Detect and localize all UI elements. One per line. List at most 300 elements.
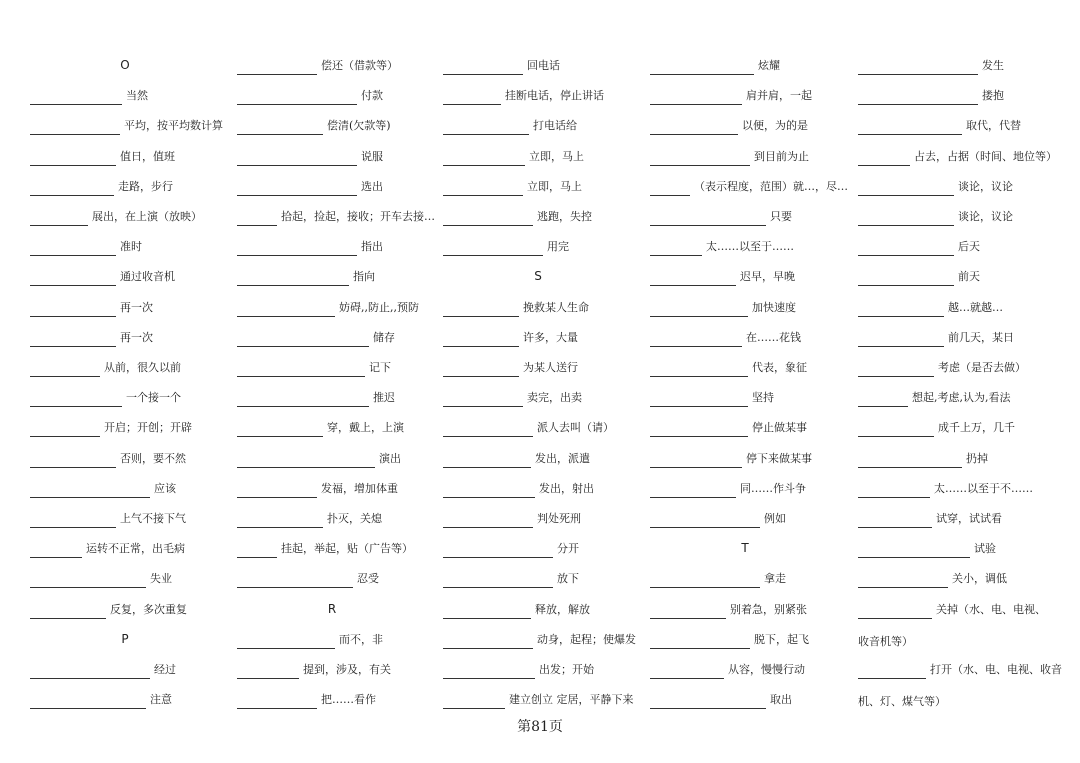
- phrase-entry: [237, 450, 401, 468]
- phrase-entry: [30, 480, 176, 498]
- section-letter-heading: S: [534, 269, 542, 284]
- phrase-entry: [30, 359, 181, 377]
- answer-blank[interactable]: [443, 183, 523, 196]
- phrase-entry: [443, 208, 592, 226]
- answer-blank[interactable]: [443, 424, 533, 437]
- definition-text: 为某人送行: [523, 361, 578, 374]
- phrase-entry: [237, 389, 395, 407]
- answer-blank[interactable]: [443, 213, 533, 226]
- definition-text: 说服: [361, 149, 383, 163]
- answer-blank[interactable]: [650, 515, 760, 528]
- phrase-entry: [443, 148, 584, 166]
- phrase-entry: [650, 178, 848, 196]
- definition-text: 否则，要不然: [120, 451, 186, 465]
- phrase-entry: [237, 691, 376, 709]
- definition-text: 指向: [353, 270, 375, 284]
- definition-text: 立即，马上: [529, 149, 584, 163]
- definition-text: 逃跑，失控: [537, 210, 592, 223]
- phrase-entry: [237, 208, 435, 226]
- definition-text: 打电话给: [533, 119, 577, 133]
- definition-text: 发出，射出: [539, 481, 594, 495]
- answer-blank[interactable]: [30, 153, 116, 166]
- answer-blank[interactable]: [443, 575, 553, 588]
- phrase-entry: [650, 208, 792, 226]
- phrase-entry: [858, 570, 1007, 588]
- definition-text: 卖完，出卖: [527, 391, 582, 405]
- answer-blank[interactable]: [30, 575, 146, 588]
- answer-blank[interactable]: [650, 122, 738, 135]
- phrase-entry: [237, 510, 382, 528]
- answer-blank[interactable]: [30, 334, 116, 347]
- answer-blank[interactable]: [858, 364, 934, 377]
- definition-text: 记下: [369, 361, 391, 374]
- answer-blank[interactable]: [237, 696, 317, 709]
- phrase-entry: [443, 57, 560, 75]
- answer-blank[interactable]: [650, 304, 748, 317]
- phrase-entry: [30, 601, 187, 619]
- answer-blank[interactable]: [237, 455, 375, 468]
- phrase-entry: [443, 540, 579, 558]
- definition-text: 挽救某人生命: [523, 300, 589, 314]
- definition-text: 后天: [958, 240, 980, 254]
- definition-text: 太……以至于……: [706, 240, 794, 254]
- answer-blank[interactable]: [858, 515, 932, 528]
- phrase-entry: [30, 148, 175, 166]
- definition-text: 再一次: [120, 330, 153, 344]
- phrase-entry: [237, 148, 383, 166]
- definition-text: 走路，步行: [118, 179, 173, 193]
- phrase-entry: [650, 359, 807, 377]
- definition-text: 指出: [361, 240, 383, 254]
- definition-text: 许多，大量: [523, 330, 578, 344]
- phrase-entry: [650, 570, 786, 588]
- definition-text: 坚持: [752, 391, 774, 405]
- answer-blank[interactable]: [650, 455, 742, 468]
- answer-blank[interactable]: [30, 243, 116, 256]
- definition-text: 太……以至于不……: [934, 481, 1033, 495]
- definition-text: （表示程度，范围）就…，尽…: [694, 179, 848, 193]
- definition-text: 加快速度: [752, 300, 796, 314]
- phrase-entry: [858, 389, 1011, 407]
- definition-text: 出发；开始: [539, 663, 594, 676]
- answer-blank[interactable]: [237, 213, 277, 226]
- phrase-entry: [237, 661, 391, 679]
- answer-blank[interactable]: [30, 696, 146, 709]
- phrase-entry: [650, 510, 786, 528]
- phrase-entry: [30, 540, 185, 558]
- phrase-entry: [443, 691, 634, 709]
- phrase-entry: [443, 299, 589, 317]
- phrase-entry: [30, 117, 223, 135]
- definition-text: 想起,考虑,认为,看法: [912, 391, 1011, 405]
- phrase-entry: [237, 117, 391, 135]
- definition-text: 立即，马上: [527, 179, 582, 193]
- answer-blank[interactable]: [237, 62, 317, 75]
- answer-blank[interactable]: [237, 364, 365, 377]
- definition-text: 拿走: [764, 572, 786, 586]
- section-letter-heading: T: [741, 541, 749, 556]
- answer-blank[interactable]: [650, 696, 766, 709]
- answer-blank[interactable]: [237, 575, 353, 588]
- phrase-entry: [443, 238, 569, 256]
- phrase-entry: [650, 238, 794, 256]
- answer-blank[interactable]: [650, 334, 742, 347]
- answer-blank[interactable]: [443, 243, 543, 256]
- definition-text: 取代，代替: [966, 119, 1021, 133]
- definition-text: 通过收音机: [120, 270, 175, 284]
- answer-blank[interactable]: [237, 394, 369, 407]
- definition-text: 偿还（借款等）: [321, 59, 398, 72]
- definition-text: 分开: [557, 542, 579, 556]
- phrase-entry: [650, 450, 812, 468]
- phrase-entry: [858, 450, 988, 468]
- phrase-entry: [858, 661, 1062, 679]
- answer-blank[interactable]: [443, 545, 553, 558]
- phrase-entry: [443, 419, 614, 437]
- section-letter-heading: P: [121, 631, 129, 646]
- phrase-entry: [443, 661, 594, 679]
- phrase-entry: [858, 329, 1014, 347]
- answer-blank[interactable]: [237, 92, 357, 105]
- definition-text: 发生: [982, 59, 1004, 72]
- answer-blank[interactable]: [443, 485, 535, 498]
- phrase-entry: [858, 601, 1046, 619]
- answer-blank[interactable]: [650, 92, 742, 105]
- answer-blank[interactable]: [650, 636, 750, 649]
- answer-blank[interactable]: [237, 515, 323, 528]
- answer-blank[interactable]: [237, 424, 323, 437]
- answer-blank[interactable]: [650, 364, 748, 377]
- answer-blank[interactable]: [858, 424, 934, 437]
- definition-text: 关小，调低: [952, 572, 1007, 586]
- phrase-entry: [30, 178, 173, 196]
- definition-text: 关掉（水、电、电视、: [936, 602, 1046, 616]
- definition-text: 以便，为的是: [742, 119, 808, 133]
- definition-text: 经过: [154, 663, 176, 676]
- answer-blank[interactable]: [858, 575, 948, 588]
- definition-text: 越…就越…: [948, 300, 1003, 314]
- phrase-entry: [443, 510, 581, 528]
- phrase-entry: [858, 419, 1015, 437]
- section-letter-heading: O: [120, 58, 130, 72]
- definition-text: 穿，戴上，上演: [327, 421, 404, 435]
- answer-blank[interactable]: [443, 666, 535, 679]
- phrase-entry: [650, 389, 774, 407]
- phrase-entry: [30, 208, 202, 226]
- definition-text: 演出: [379, 451, 401, 465]
- answer-blank[interactable]: [858, 213, 954, 226]
- definition-text: 取出: [770, 693, 792, 707]
- definition-text: 挂断电话，停止讲话: [505, 89, 604, 103]
- definition-text: 停止做某事: [752, 421, 807, 435]
- definition-text: 成千上万，几千: [938, 421, 1015, 435]
- answer-blank[interactable]: [650, 394, 748, 407]
- phrase-entry: [650, 329, 801, 347]
- phrase-entry: [30, 419, 192, 437]
- definition-text: 忍受: [357, 572, 379, 586]
- answer-blank[interactable]: [858, 304, 944, 317]
- definition-text: 试验: [974, 542, 996, 556]
- answer-blank[interactable]: [30, 455, 116, 468]
- answer-blank[interactable]: [30, 304, 116, 317]
- phrase-entry: [30, 238, 142, 256]
- definition-text: 扔掉: [966, 451, 988, 465]
- phrase-entry: [650, 87, 812, 105]
- definition-text: 炫耀: [758, 59, 780, 72]
- answer-blank[interactable]: [858, 545, 970, 558]
- answer-blank[interactable]: [443, 636, 533, 649]
- definition-text: 动身，起程；使爆发: [537, 632, 636, 646]
- answer-blank[interactable]: [237, 666, 299, 679]
- definition-text: 打开（水、电、电视、收音: [930, 663, 1062, 676]
- phrase-entry: [858, 208, 1013, 226]
- phrase-entry: [237, 329, 395, 347]
- definition-text: 停下来做某事: [746, 451, 812, 465]
- answer-blank[interactable]: [650, 606, 726, 619]
- phrase-entry: [443, 570, 579, 588]
- phrase-entry: [30, 389, 181, 407]
- definition-text: 前几天，某日: [948, 330, 1014, 344]
- answer-blank[interactable]: [443, 304, 519, 317]
- answer-blank[interactable]: [443, 394, 523, 407]
- answer-blank[interactable]: [30, 122, 120, 135]
- definition-text: 应该: [154, 481, 176, 495]
- definition-continuation: 机、灯、煤气等）: [858, 695, 946, 709]
- answer-blank[interactable]: [237, 122, 323, 135]
- answer-blank[interactable]: [30, 666, 150, 679]
- definition-text: 平均，按平均数计算: [124, 119, 223, 133]
- answer-blank[interactable]: [237, 545, 277, 558]
- answer-blank[interactable]: [30, 213, 88, 226]
- definition-text: 一个接一个: [126, 391, 181, 405]
- answer-blank[interactable]: [237, 243, 357, 256]
- phrase-entry: [650, 299, 796, 317]
- phrase-entry: [443, 389, 582, 407]
- definition-text: 准时: [120, 240, 142, 254]
- answer-blank[interactable]: [30, 515, 116, 528]
- phrase-entry: [443, 631, 636, 649]
- phrase-entry: [30, 268, 175, 286]
- phrase-entry: [650, 148, 809, 166]
- phrase-entry: [237, 540, 413, 558]
- phrase-entry: [650, 631, 809, 649]
- phrase-entry: [30, 691, 172, 709]
- phrase-entry: [443, 359, 578, 377]
- definition-text: 反复，多次重复: [110, 602, 187, 616]
- definition-text: 发出，派遣: [535, 451, 590, 465]
- phrase-entry: [237, 480, 398, 498]
- definition-text: 肩并肩，一起: [746, 89, 812, 103]
- phrase-entry: [237, 87, 383, 105]
- phrase-entry: [443, 450, 590, 468]
- answer-blank[interactable]: [858, 92, 978, 105]
- definition-text: 谈论，议论: [958, 210, 1013, 223]
- phrase-entry: [30, 299, 153, 317]
- answer-blank[interactable]: [443, 515, 533, 528]
- definition-text: 推迟: [373, 391, 395, 405]
- answer-blank[interactable]: [650, 153, 750, 166]
- answer-blank[interactable]: [650, 485, 736, 498]
- answer-blank[interactable]: [237, 485, 317, 498]
- definition-continuation: 收音机等）: [858, 634, 913, 648]
- definition-text: 偿清(欠款等): [327, 119, 391, 133]
- phrase-entry: [650, 117, 808, 135]
- answer-blank[interactable]: [650, 273, 736, 286]
- answer-blank[interactable]: [30, 183, 114, 196]
- definition-text: 失业: [150, 572, 172, 586]
- definition-text: 用完: [547, 240, 569, 254]
- answer-blank[interactable]: [443, 455, 531, 468]
- phrase-entry: [443, 329, 578, 347]
- answer-blank[interactable]: [858, 455, 962, 468]
- section-letter-heading: R: [327, 601, 337, 616]
- definition-text: 从容，慢慢行动: [728, 663, 805, 676]
- phrase-entry: [858, 299, 1003, 317]
- answer-blank[interactable]: [443, 153, 525, 166]
- answer-blank[interactable]: [237, 183, 357, 196]
- page-number: 第81页: [517, 719, 563, 735]
- definition-text: 发福，增加体重: [321, 481, 398, 495]
- phrase-entry: [650, 480, 806, 498]
- definition-text: 谈论，议论: [958, 179, 1013, 193]
- definition-text: 迟早，早晚: [740, 270, 795, 284]
- phrase-entry: [30, 570, 172, 588]
- definition-text: 派人去叫（请）: [537, 421, 614, 435]
- answer-blank[interactable]: [443, 334, 519, 347]
- answer-blank[interactable]: [858, 62, 978, 75]
- answer-blank[interactable]: [30, 364, 100, 377]
- definition-text: 展出，在上演（放映）: [92, 210, 202, 223]
- phrase-entry: [237, 631, 383, 649]
- phrase-entry: [858, 117, 1021, 135]
- definition-text: 挂起，举起，贴（广告等）: [281, 542, 413, 556]
- answer-blank[interactable]: [858, 606, 932, 619]
- definition-text: 选出: [361, 179, 383, 193]
- definition-text: 扑灭，关熄: [327, 512, 382, 525]
- phrase-entry: [858, 268, 980, 286]
- answer-blank[interactable]: [650, 424, 748, 437]
- phrase-entry: [443, 117, 577, 135]
- definition-text: 回电话: [527, 59, 560, 72]
- phrase-entry: [237, 238, 383, 256]
- answer-blank[interactable]: [650, 666, 724, 679]
- answer-blank[interactable]: [30, 545, 82, 558]
- answer-blank[interactable]: [858, 153, 910, 166]
- phrase-entry: [858, 148, 1057, 166]
- answer-blank[interactable]: [650, 243, 702, 256]
- answer-blank[interactable]: [443, 364, 519, 377]
- answer-blank[interactable]: [858, 394, 908, 407]
- phrase-entry: [650, 691, 792, 709]
- answer-blank[interactable]: [443, 92, 501, 105]
- definition-text: 放下: [557, 572, 579, 586]
- phrase-entry: [443, 87, 604, 105]
- definition-text: 开启；开创；开辟: [104, 421, 192, 435]
- answer-blank[interactable]: [858, 273, 954, 286]
- phrase-entry: [650, 268, 795, 286]
- definition-text: 例如: [764, 512, 786, 525]
- phrase-entry: [650, 601, 807, 619]
- definition-text: 而不，非: [339, 632, 383, 646]
- answer-blank[interactable]: [237, 636, 335, 649]
- phrase-entry: [237, 299, 419, 317]
- phrase-entry: [30, 450, 186, 468]
- answer-blank[interactable]: [237, 304, 335, 317]
- phrase-entry: [443, 480, 594, 498]
- definition-text: 储存: [373, 330, 395, 344]
- definition-text: 值日，值班: [120, 149, 175, 163]
- definition-text: 拾起，捡起，接收；开车去接…: [281, 210, 435, 223]
- answer-blank[interactable]: [858, 183, 954, 196]
- phrase-entry: [858, 57, 1004, 75]
- phrase-entry: [858, 480, 1033, 498]
- answer-blank[interactable]: [30, 273, 116, 286]
- answer-blank[interactable]: [30, 92, 122, 105]
- answer-blank[interactable]: [237, 334, 369, 347]
- answer-blank[interactable]: [443, 122, 529, 135]
- answer-blank[interactable]: [858, 666, 926, 679]
- definition-text: 付款: [361, 89, 383, 103]
- definition-text: 考虑（是否去做）: [938, 361, 1026, 374]
- answer-blank[interactable]: [443, 62, 523, 75]
- phrase-entry: [237, 178, 383, 196]
- answer-blank[interactable]: [30, 606, 106, 619]
- answer-blank[interactable]: [650, 575, 760, 588]
- definition-text: 把……看作: [321, 693, 376, 707]
- answer-blank[interactable]: [650, 213, 766, 226]
- definition-text: 代表，象征: [752, 361, 807, 374]
- answer-blank[interactable]: [443, 696, 505, 709]
- definition-text: 从前，很久以前: [104, 361, 181, 374]
- answer-blank[interactable]: [443, 606, 531, 619]
- definition-text: 注意: [150, 693, 172, 707]
- phrase-entry: [30, 87, 148, 105]
- phrase-entry: [237, 57, 398, 75]
- phrase-entry: [237, 570, 379, 588]
- phrase-entry: [650, 661, 805, 679]
- definition-text: 上气不接下气: [120, 512, 186, 525]
- phrase-entry: [650, 57, 780, 75]
- answer-blank[interactable]: [650, 62, 754, 75]
- phrase-entry: [237, 419, 404, 437]
- phrase-entry: [650, 419, 807, 437]
- definition-text: 试穿，试试看: [936, 512, 1002, 525]
- definition-text: 当然: [126, 89, 148, 103]
- answer-blank[interactable]: [237, 153, 357, 166]
- answer-blank[interactable]: [30, 485, 150, 498]
- phrase-entry: [237, 359, 391, 377]
- phrase-entry: [858, 87, 1004, 105]
- phrase-entry: [237, 268, 375, 286]
- definition-text: 占去，占据（时间、地位等）: [914, 149, 1057, 163]
- definition-text: 提到，涉及，有关: [303, 663, 391, 676]
- definition-text: 只要: [770, 210, 792, 223]
- definition-text: 别着急，别紧张: [730, 602, 807, 616]
- answer-blank[interactable]: [650, 183, 690, 196]
- definition-text: 在……花钱: [746, 330, 801, 344]
- answer-blank[interactable]: [30, 424, 100, 437]
- answer-blank[interactable]: [237, 273, 349, 286]
- answer-blank[interactable]: [30, 394, 122, 407]
- definition-text: 判处死刑: [537, 512, 581, 525]
- phrase-entry: [443, 601, 590, 619]
- phrase-entry: [858, 238, 980, 256]
- answer-blank[interactable]: [858, 243, 954, 256]
- answer-blank[interactable]: [858, 334, 944, 347]
- answer-blank[interactable]: [858, 122, 962, 135]
- phrase-entry: [30, 661, 176, 679]
- answer-blank[interactable]: [858, 485, 930, 498]
